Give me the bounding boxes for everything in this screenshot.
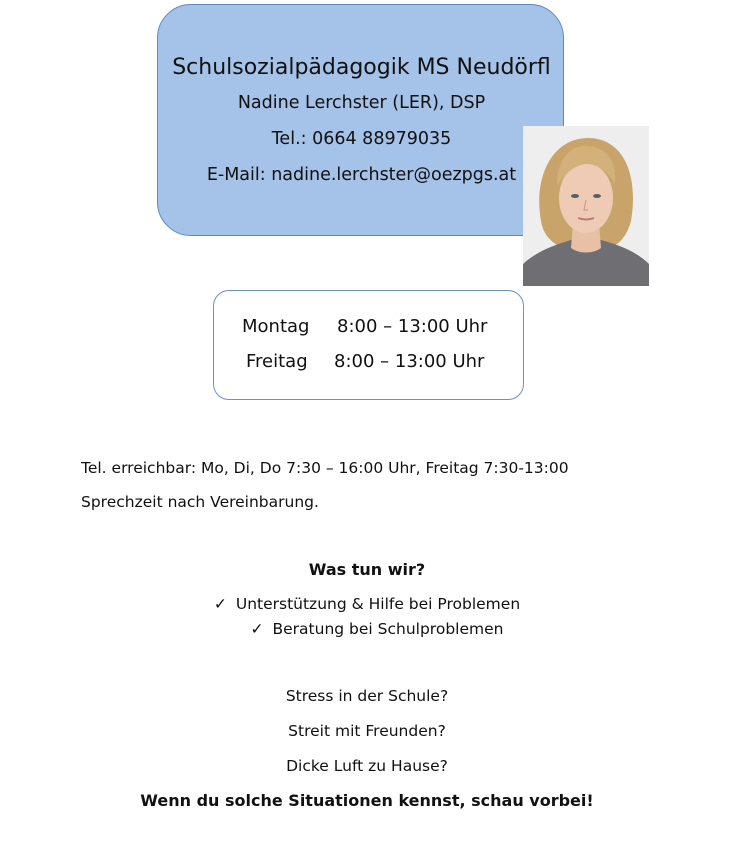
service-item xyxy=(0,595,734,613)
services-heading: Was tun wir? xyxy=(308,560,426,579)
checkmark-icon: ✓ xyxy=(213,595,227,613)
contact-phone: Tel.: 0664 88979035 xyxy=(271,129,452,149)
question-text: Streit mit Freunden? xyxy=(288,722,446,740)
service-item-label: Beratung bei Schulproblemen xyxy=(272,620,504,638)
contact-header-box xyxy=(157,4,564,236)
office-hours-box xyxy=(213,290,524,400)
hours-time-monday: 8:00 – 13:00 Uhr xyxy=(337,316,488,337)
contact-name: Nadine Lerchster (LER), DSP xyxy=(237,93,486,113)
phone-availability-text: Tel. erreichbar: Mo, Di, Do 7:30 – 16:00 Uhr, Freitag 7:30-13:00 xyxy=(81,459,569,477)
portrait-photo xyxy=(523,126,649,286)
checkmark-icon: ✓ xyxy=(250,620,264,638)
hours-time-friday: 8:00 – 13:00 Uhr xyxy=(334,351,485,372)
question-text: Stress in der Schule? xyxy=(285,687,449,705)
closing-text: Wenn du solche Situationen kennst, schau vorbei! xyxy=(140,791,594,810)
service-item-label: Unterstützung & Hilfe bei Problemen xyxy=(235,595,521,613)
consultation-text: Sprechzeit nach Vereinbarung. xyxy=(81,493,319,511)
service-item xyxy=(10,620,734,638)
hours-day-monday: Montag xyxy=(242,316,310,337)
header-title: Schulsozialpädagogik MS Neudörfl xyxy=(172,55,551,80)
contact-email: E-Mail: nadine.lerchster@oezpgs.at xyxy=(206,165,517,185)
question-text: Dicke Luft zu Hause? xyxy=(286,757,448,775)
hours-day-friday: Freitag xyxy=(246,351,308,372)
